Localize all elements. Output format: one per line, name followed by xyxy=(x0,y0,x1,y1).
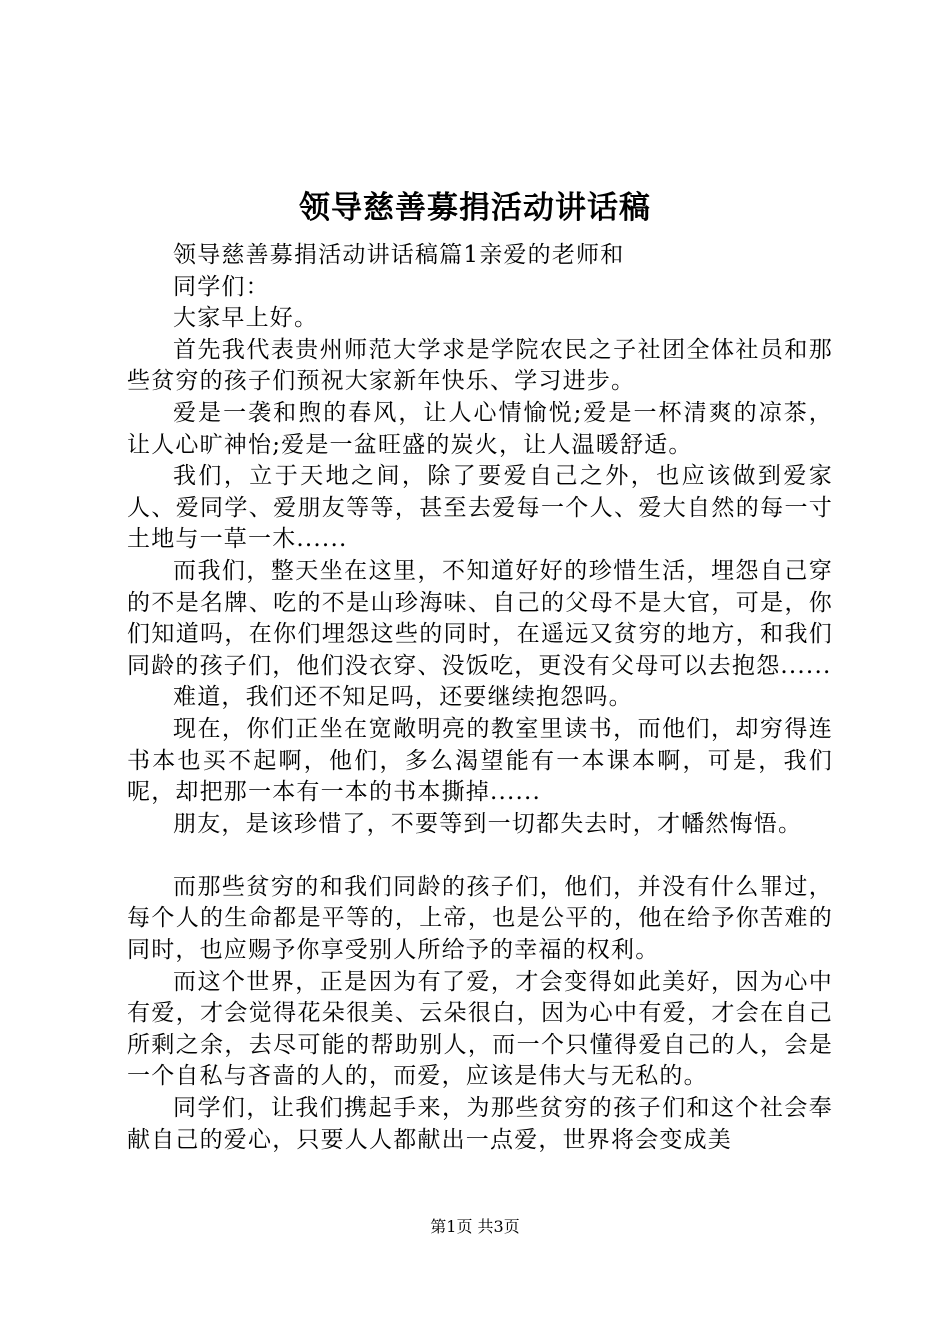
paragraph: 而那些贫穷的和我们同龄的孩子们，他们，并没有什么罪过，每个人的生命都是平等的，上帝，也是公平的，他在给予你苦难的同时，也应赐予你享受别人所给予的幸福的权利。 xyxy=(127,873,833,964)
paragraph: 难道，我们还不知足吗，还要继续抱怨吗。 xyxy=(173,684,633,711)
paragraph: 朋友，是该珍惜了，不要等到一切都失去时，才幡然悔悟。 xyxy=(173,810,803,837)
document-body xyxy=(127,240,833,1156)
paragraph-good-morning: 大家早上好。 xyxy=(173,305,319,332)
paragraph-greeting: 同学们： xyxy=(173,273,270,300)
paragraph: 而这个世界，正是因为有了爱，才会变得如此美好，因为心中有爱，才会觉得花朵很美、云朵很白，因为心中有爱，才会在自己所剩之余，去尽可能的帮助别人，而一个只懂得爱自己的人，会是一个自私与吝啬的人的，而爱，应该是伟大与无私的。 xyxy=(127,968,833,1090)
paragraph: 爱是一袭和煦的春风，让人心情愉悦;爱是一杯清爽的凉茶，让人心旷神怡;爱是一盆旺盛的炭火，让人温暖舒适。 xyxy=(127,399,833,458)
document-title: 领导慈善募捐活动讲话稿 xyxy=(299,190,651,226)
paragraph: 我们，立于天地之间，除了要爱自己之外，也应该做到爱家人、爱同学、爱朋友等等，甚至去爱每一个人、爱大自然的每一寸土地与一草一木...... xyxy=(127,463,833,553)
paragraph: 同学们，让我们携起手来，为那些贫穷的孩子们和这个社会奉献自己的爱心，只要人人都献出一点爱，世界将会变成美 xyxy=(127,1095,833,1153)
paragraph: 首先我代表贵州师范大学求是学院农民之子社团全体社员和那些贫穷的孩子们预祝大家新年快乐、学习进步。 xyxy=(127,336,833,395)
paragraph: 而我们，整天坐在这里，不知道好好的珍惜生活，埋怨自己穿的不是名牌、吃的不是山珍海味、自己的父母不是大官，可是，你们知道吗，在你们埋怨这些的同时，在遥远又贫穷的地方，和我们同龄的孩子们，他们没衣穿、没饭吃，更没有父母可以去抱怨...... xyxy=(127,557,833,679)
page-number-footer: 第1页 共3页 xyxy=(430,1217,520,1236)
paragraph: 现在，你们正坐在宽敞明亮的教室里读书，而他们，却穷得连书本也买不起啊，他们，多么渴望能有一本课本啊，可是，我们呢，却把那一本有一本的书本撕掉...... xyxy=(127,715,833,806)
paragraph-intro: 领导慈善募捐活动讲话稿篇1亲爱的老师和 xyxy=(173,242,625,268)
